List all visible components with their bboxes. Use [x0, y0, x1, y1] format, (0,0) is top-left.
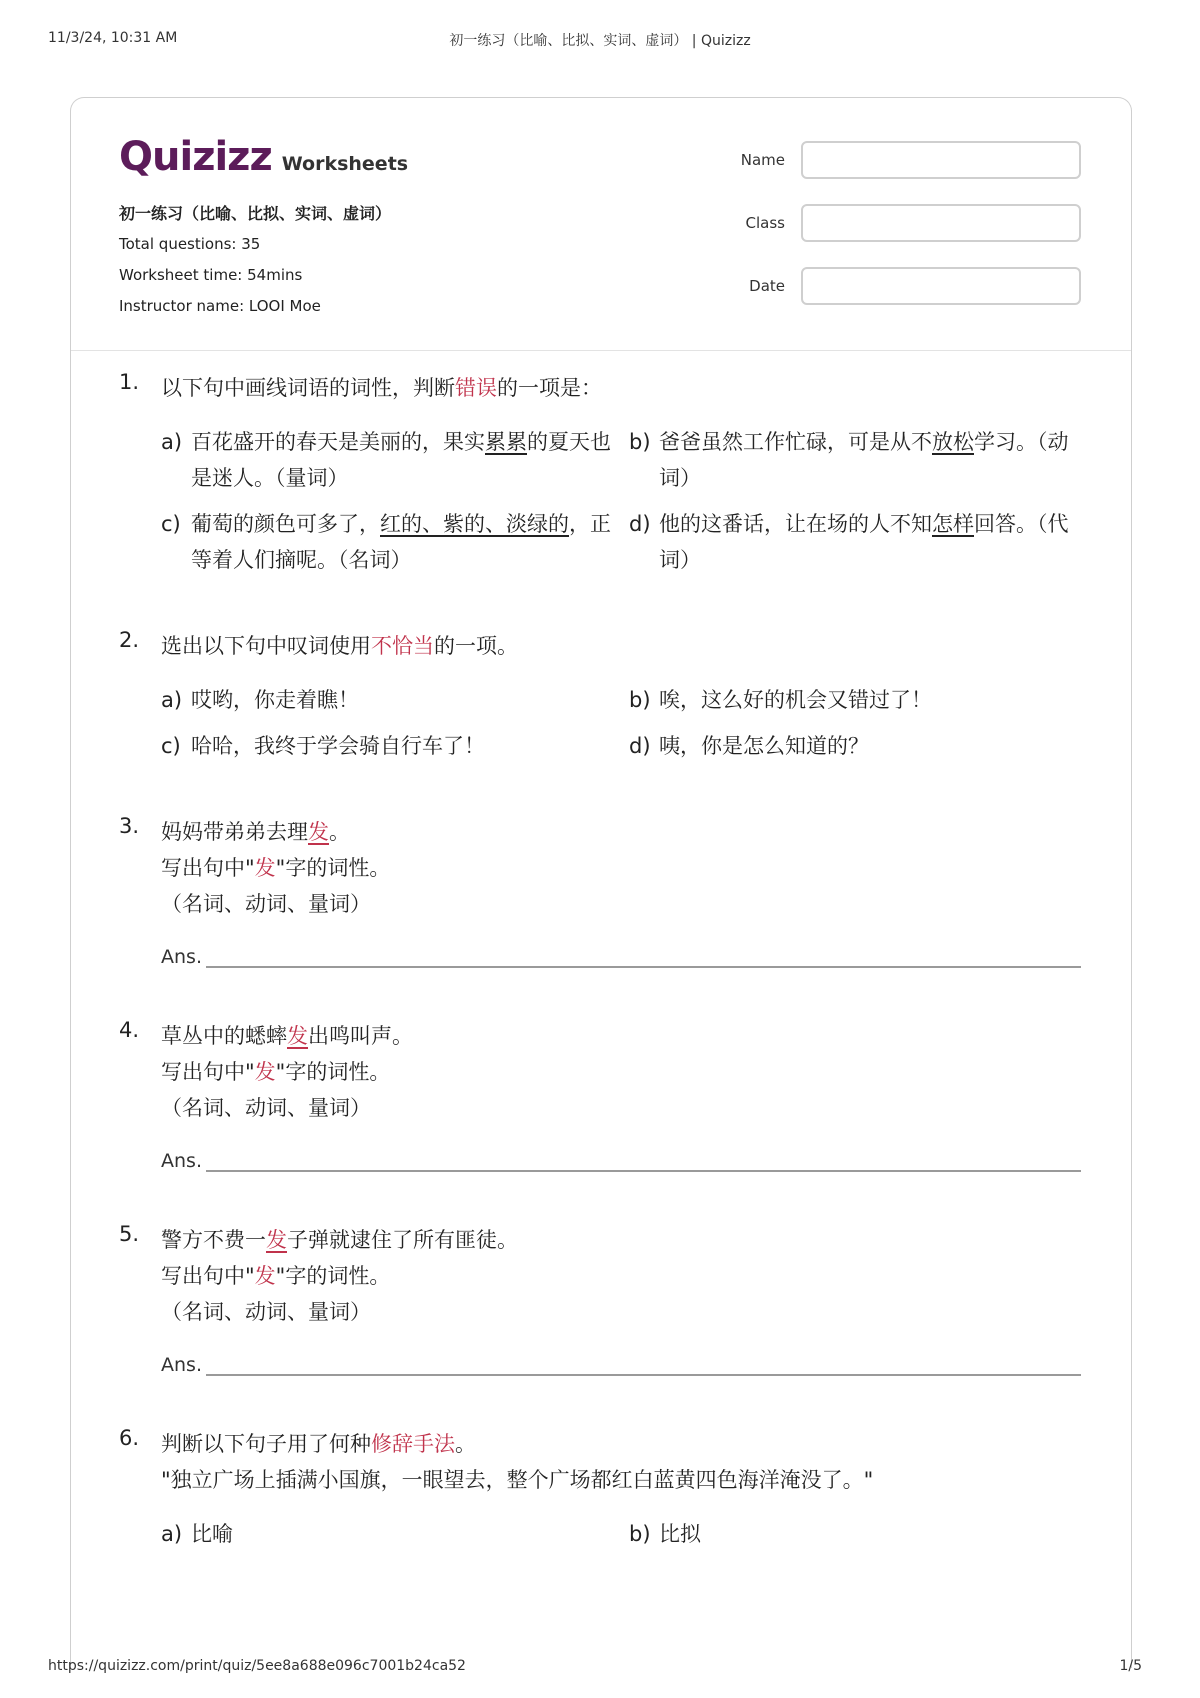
- question-number: 6.: [119, 1426, 140, 1450]
- options: [161, 424, 1081, 578]
- print-url: https://quizizz.com/print/quiz/5ee8a688e096c7001b24ca52: [48, 1658, 466, 1674]
- option-a[interactable]: a) 百花盛开的春天是美丽的，果实累累的夏天也是迷人。（量词）: [161, 430, 611, 490]
- highlight-word: 发: [266, 1228, 287, 1252]
- question-quote: "独立广场上插满小国旗，一眼望去，整个广场都红白蓝黄四色海洋淹没了。": [161, 1468, 874, 1492]
- question-number: 3.: [119, 814, 140, 838]
- question-sentence: 警方不费一发子弹就逮住了所有匪徒。: [161, 1228, 518, 1252]
- worksheet-header: [71, 98, 1131, 351]
- date-field[interactable]: [801, 267, 1081, 305]
- page-number: 1/5: [1119, 1658, 1142, 1674]
- question-sentence: 草丛中的蟋蟀发出鸣叫声。: [161, 1024, 413, 1048]
- question-prompt: 写出句中"发"字的词性。: [161, 1060, 391, 1084]
- total-questions: Total questions: 35: [119, 235, 261, 253]
- answer-line[interactable]: [206, 944, 1081, 968]
- instructor-name: Instructor name: LOOI Moe: [119, 297, 321, 315]
- question-2: [119, 628, 1081, 764]
- logo-subtitle: Worksheets: [281, 153, 409, 175]
- options: [161, 1516, 1081, 1552]
- option-a[interactable]: a) 比喻: [161, 1522, 233, 1546]
- worksheet-title: 初一练习（比喻、比拟、实词、虚词）: [119, 204, 392, 223]
- option-a[interactable]: a) 哎哟，你走着瞧！: [161, 688, 359, 712]
- print-datetime: 11/3/24, 10:31 AM: [48, 30, 178, 46]
- options: [161, 682, 1081, 764]
- underlined-word: 累累: [485, 430, 527, 454]
- print-page-title: 初一练习（比喻、比拟、实词、虚词） | Quizizz: [449, 33, 751, 49]
- question-number: 2.: [119, 628, 140, 652]
- highlight-word: 错误: [455, 376, 497, 400]
- highlight-word: 发: [308, 820, 329, 844]
- class-field-row: [741, 205, 1081, 241]
- question-choices-hint: （名词、动词、量词）: [161, 1096, 371, 1120]
- question-1: [119, 370, 1081, 578]
- worksheet-time: Worksheet time: 54mins: [119, 266, 303, 284]
- underlined-word: 红的、紫的、淡绿的: [380, 512, 569, 536]
- question-sentence: 妈妈带弟弟去理发。: [161, 820, 350, 844]
- date-field-row: [741, 268, 1081, 304]
- underlined-word: 怎样: [932, 512, 974, 536]
- name-label: Name: [740, 151, 785, 169]
- question-number: 4.: [119, 1018, 140, 1042]
- highlight-word: 不恰当: [371, 634, 434, 658]
- print-header: [48, 30, 1152, 50]
- answer-row: [161, 1148, 1081, 1172]
- question-prompt: 写出句中"发"字的词性。: [161, 856, 391, 880]
- quizizz-logo: [119, 134, 408, 180]
- option-b[interactable]: b) 唉，这么好的机会又错过了！: [629, 688, 932, 712]
- option-c[interactable]: c) 哈哈，我终于学会骑自行车了！: [161, 734, 485, 758]
- class-field[interactable]: [801, 204, 1081, 242]
- question-list: [119, 370, 1081, 1552]
- question-4: [119, 1018, 1081, 1172]
- answer-row: [161, 944, 1081, 968]
- highlight-word: 修辞手法: [371, 1432, 455, 1456]
- option-d[interactable]: d) 咦，你是怎么知道的？: [629, 734, 869, 758]
- question-stem: 以下句中画线词语的词性，判断错误的一项是：: [161, 376, 602, 400]
- answer-line[interactable]: [206, 1352, 1081, 1376]
- worksheet-meta: [119, 198, 391, 322]
- answer-label: Ans.: [161, 1354, 202, 1376]
- question-number: 1.: [119, 370, 140, 394]
- question-stem: 判断以下句子用了何种修辞手法。: [161, 1432, 476, 1456]
- name-field[interactable]: [801, 141, 1081, 179]
- option-b[interactable]: b) 比拟: [629, 1522, 701, 1546]
- option-b[interactable]: b) 爸爸虽然工作忙碌，可是从不放松学习。（动词）: [629, 430, 1069, 490]
- question-3: [119, 814, 1081, 968]
- question-number: 5.: [119, 1222, 140, 1246]
- answer-label: Ans.: [161, 946, 202, 968]
- highlight-word: 发: [254, 1060, 276, 1084]
- name-field-row: [741, 142, 1081, 178]
- answer-line[interactable]: [206, 1148, 1081, 1172]
- highlight-word: 发: [254, 1264, 276, 1288]
- student-fields: [741, 142, 1081, 331]
- underlined-word: 放松: [932, 430, 974, 454]
- question-5: [119, 1222, 1081, 1376]
- question-choices-hint: （名词、动词、量词）: [161, 1300, 371, 1324]
- answer-label: Ans.: [161, 1150, 202, 1172]
- date-label: Date: [749, 277, 785, 295]
- class-label: Class: [745, 214, 785, 232]
- highlight-word: 发: [287, 1024, 308, 1048]
- option-c[interactable]: c) 葡萄的颜色可多了，红的、紫的、淡绿的，正等着人们摘呢。（名词）: [161, 512, 611, 572]
- question-stem: 选出以下句中叹词使用不恰当的一项。: [161, 634, 518, 658]
- question-prompt: 写出句中"发"字的词性。: [161, 1264, 391, 1288]
- worksheet-card: [70, 97, 1132, 1668]
- question-6: [119, 1426, 1081, 1552]
- answer-row: [161, 1352, 1081, 1376]
- option-d[interactable]: d) 他的这番话，让在场的人不知怎样回答。（代词）: [629, 512, 1069, 572]
- question-choices-hint: （名词、动词、量词）: [161, 892, 371, 916]
- highlight-word: 发: [254, 856, 276, 880]
- logo-wordmark: Quizizz: [119, 134, 272, 180]
- print-footer: [48, 1658, 1152, 1678]
